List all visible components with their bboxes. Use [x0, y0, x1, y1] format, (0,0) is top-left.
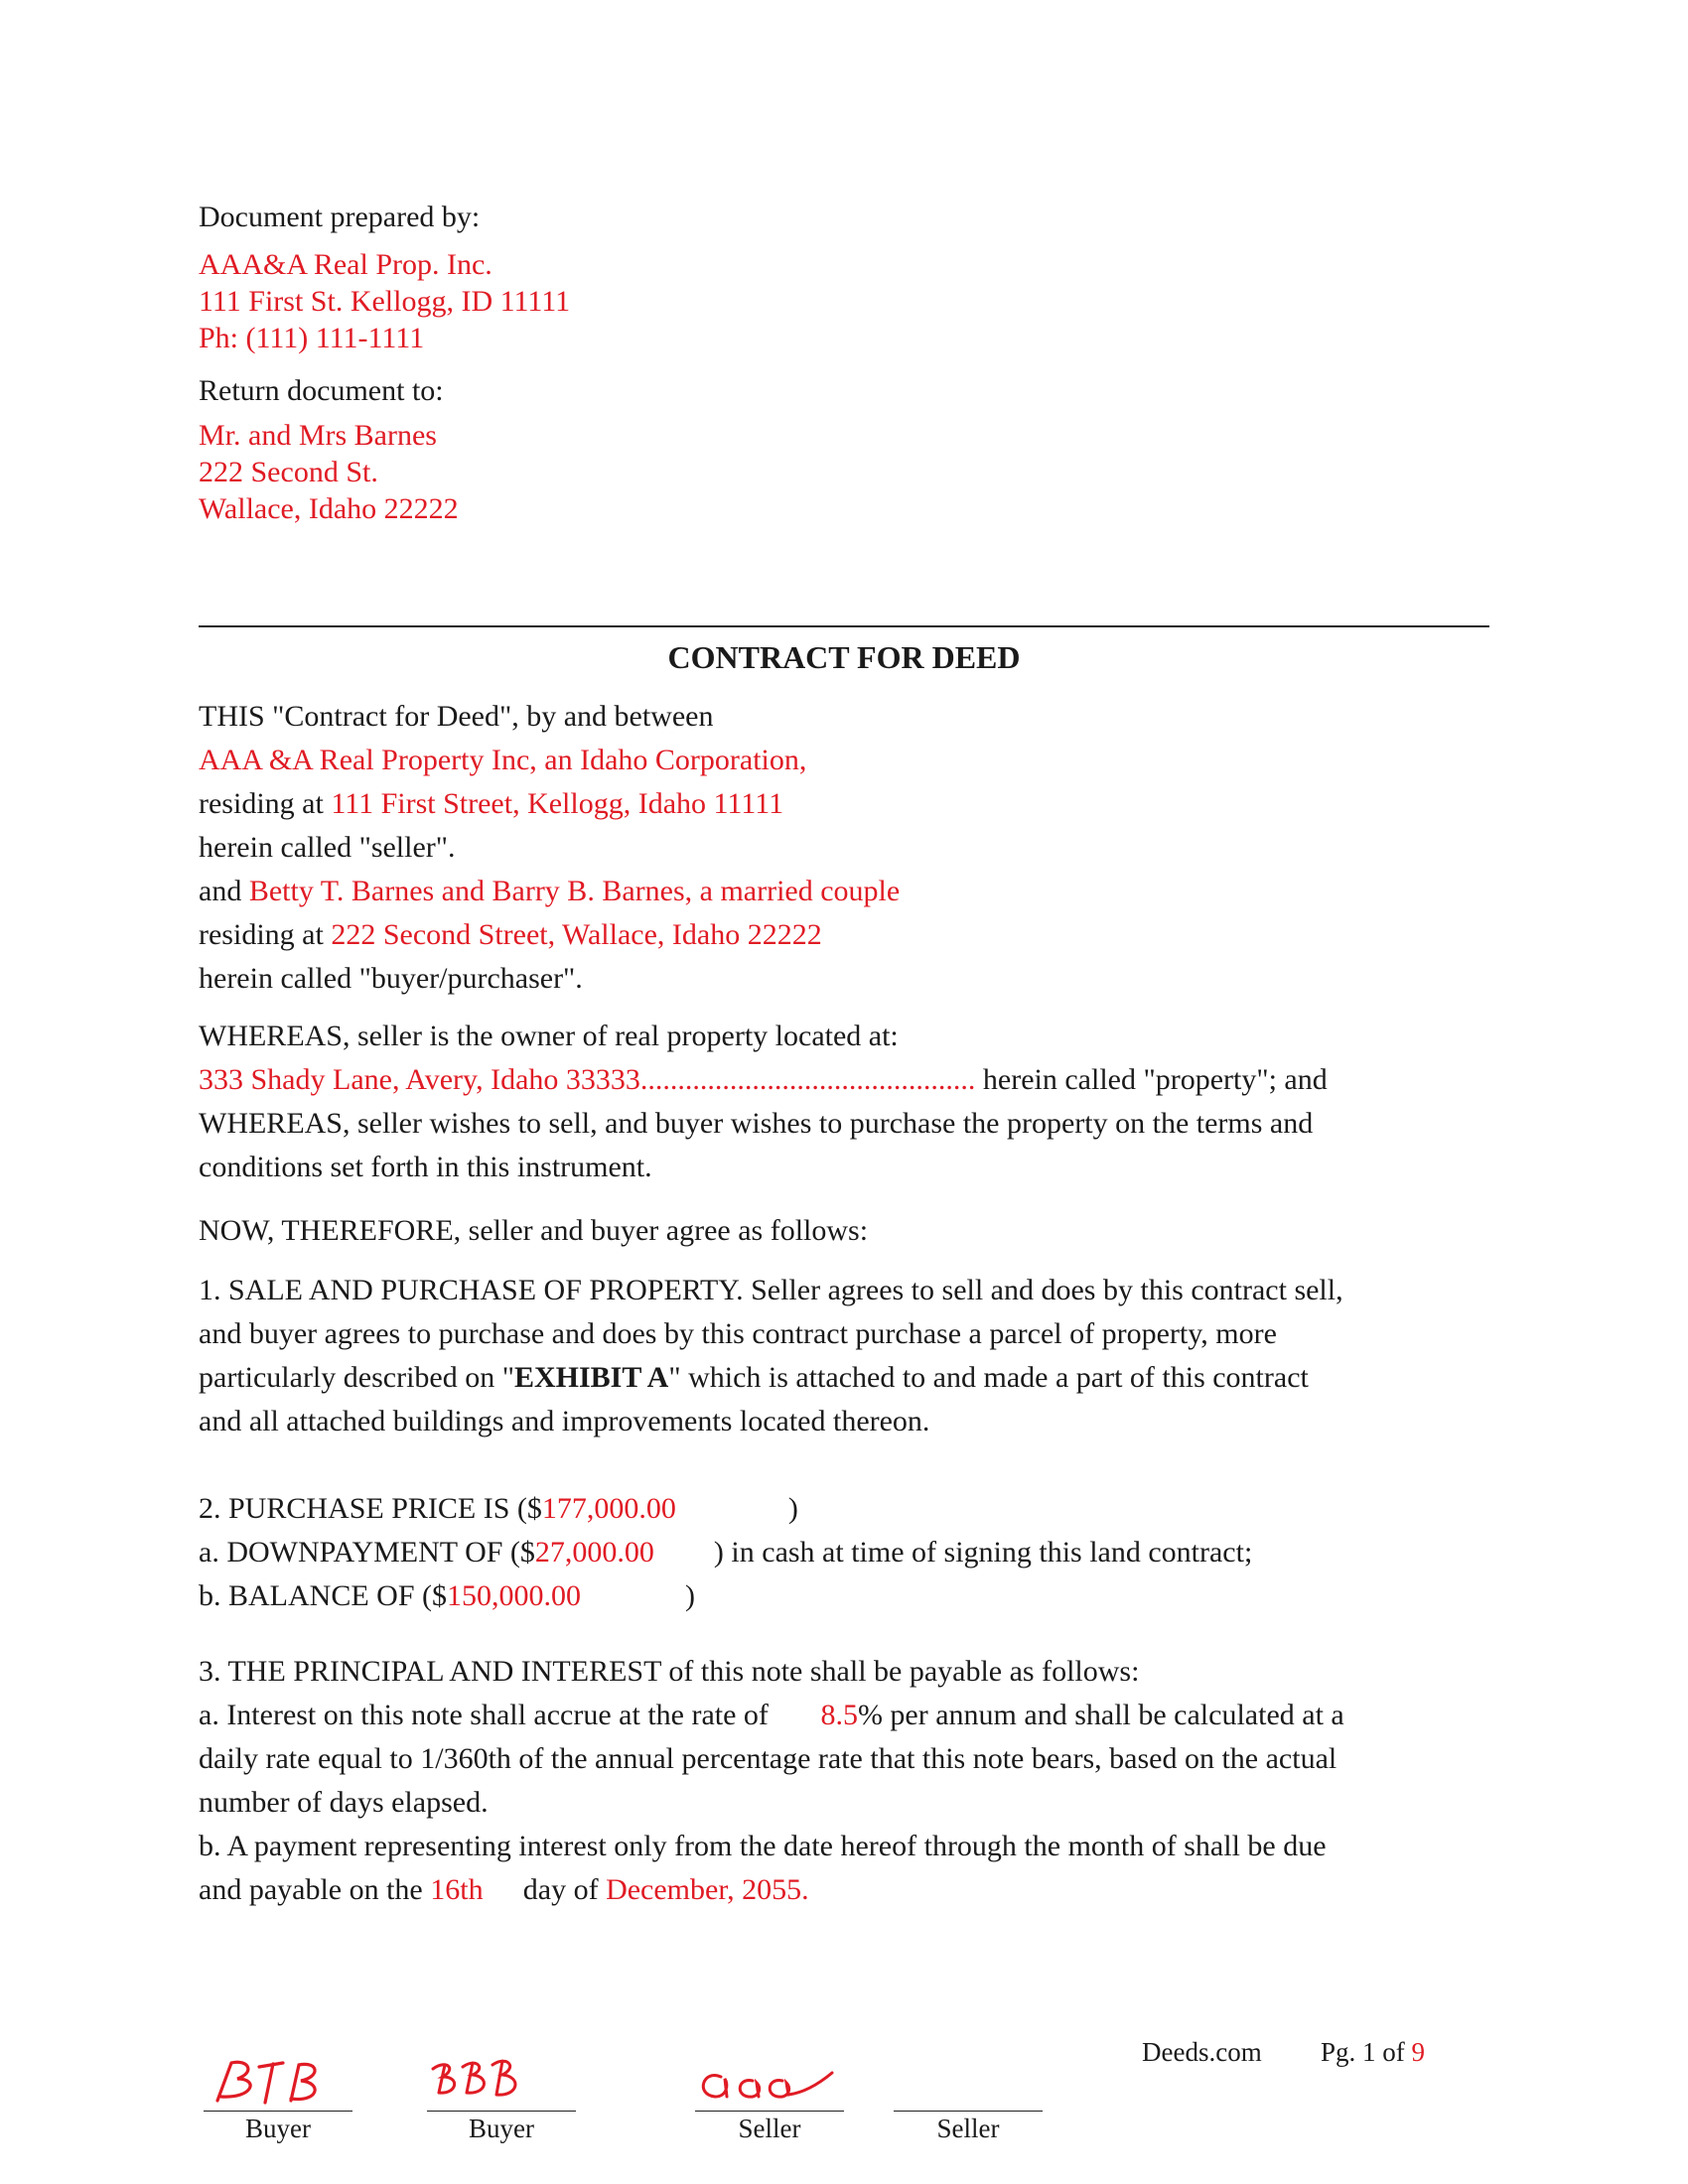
- balance-close: ): [685, 1579, 696, 1612]
- page-label: Pg. 1 of: [1321, 2037, 1405, 2067]
- seller-name: AAA &A Real Property Inc, an Idaho Corporation,: [199, 744, 807, 776]
- payment-line-1: b. A payment representing interest only from the date hereof through the month of shall be due: [199, 1830, 1327, 1862]
- payment-day-of: day of: [522, 1873, 599, 1906]
- signature-buyer-1[interactable]: [204, 2055, 352, 2145]
- now-therefore: NOW, THEREFORE, seller and buyer agree as follows:: [199, 1214, 869, 1247]
- signature-label-seller-2: Seller: [936, 2114, 1000, 2143]
- initials-aaa-icon: [695, 2055, 844, 2109]
- return-label: Return document to:: [199, 374, 444, 407]
- interest-pre: a. Interest on this note shall accrue at the rate of: [199, 1699, 769, 1731]
- whereas-line-1: WHEREAS, seller is the owner of real property located at:: [199, 1020, 899, 1052]
- exhibit-a-reference: EXHIBIT A: [513, 1361, 669, 1394]
- whereas-section: [199, 1015, 1489, 1189]
- payment-due-pre: and payable on the: [199, 1873, 423, 1906]
- interest-line-2: daily rate equal to 1/360th of the annual percentage rate that this note bears, based on the actual: [199, 1742, 1337, 1775]
- interest-post: % per annum and shall be calculated at a: [857, 1699, 1344, 1731]
- page-number: [1321, 2037, 1425, 2068]
- property-address: 333 Shady Lane, Avery, Idaho 33333.............................................: [199, 1063, 976, 1096]
- downpayment-post: ) in cash at time of signing this land contract;: [713, 1536, 1253, 1569]
- balance-label: b. BALANCE OF ($: [199, 1579, 448, 1612]
- seller-called: herein called "seller".: [199, 831, 456, 864]
- return-to-block: [199, 417, 459, 527]
- whereas-line-4: conditions set forth in this instrument.: [199, 1151, 652, 1183]
- initials-btb-icon: [204, 2055, 323, 2109]
- buyer-residence: [199, 913, 1489, 957]
- downpayment-value: 27,000.00: [534, 1536, 654, 1569]
- signature-seller-1[interactable]: [695, 2055, 844, 2145]
- purchase-price-close: ): [787, 1492, 798, 1525]
- buyer-name: Betty T. Barnes and Barry B. Barnes, a married couple: [248, 875, 901, 907]
- section-1-line-3-pre: particularly described on ": [199, 1361, 514, 1394]
- footer-site: Deeds.com: [1142, 2037, 1262, 2067]
- preparer-name: AAA&A Real Prop. Inc.: [199, 248, 492, 281]
- section-1-line-2: and buyer agrees to purchase and does by this contract purchase a parcel of property, more: [199, 1317, 1277, 1350]
- initials-seller-1[interactable]: [695, 2055, 844, 2112]
- prepared-by-label: Document prepared by:: [199, 201, 481, 233]
- title-divider: [199, 625, 1489, 627]
- residing-at-label: residing at: [199, 787, 324, 820]
- and-label: and: [199, 875, 242, 907]
- page-title: CONTRACT FOR DEED: [667, 639, 1021, 675]
- section-1-line-1: 1. SALE AND PURCHASE OF PROPERTY. Seller agrees to sell and does by this contract sell,: [199, 1274, 1343, 1306]
- parties-intro: THIS "Contract for Deed", by and between: [199, 700, 714, 733]
- balance-value: 150,000.00: [447, 1579, 582, 1612]
- buyer-address: 222 Second Street, Wallace, Idaho 22222: [331, 918, 822, 951]
- purchase-price-value: 177,000.00: [541, 1492, 676, 1525]
- return-city: Wallace, Idaho 22222: [199, 492, 459, 525]
- property-line: [199, 1058, 1489, 1102]
- section-3-line-1: 3. THE PRINCIPAL AND INTEREST of this note shall be payable as follows:: [199, 1655, 1140, 1688]
- downpayment-line: [199, 1531, 1489, 1574]
- section-1-line-3: [199, 1356, 1489, 1400]
- section-1-line-4: and all attached buildings and improvements located thereon.: [199, 1405, 930, 1437]
- signature-label-buyer-2: Buyer: [469, 2114, 534, 2143]
- section-2: [199, 1487, 1489, 1618]
- seller-residence: [199, 782, 1489, 826]
- section-1-line-3-post: " which is attached to and made a part of this contract: [668, 1361, 1309, 1394]
- return-name: Mr. and Mrs Barnes: [199, 419, 437, 452]
- balance-line: [199, 1574, 1489, 1618]
- purchase-price-label: 2. PURCHASE PRICE IS ($: [199, 1492, 542, 1525]
- preparer-phone: Ph: (111) 111-1111: [199, 322, 425, 354]
- signature-label-buyer-1: Buyer: [245, 2114, 311, 2143]
- return-block: [199, 372, 444, 409]
- signature-buyer-2[interactable]: [427, 2055, 576, 2145]
- initials-bbb-icon: [427, 2055, 546, 2109]
- payment-due-line: [199, 1868, 1489, 1912]
- page-total: 9: [1411, 2037, 1426, 2067]
- seller-address: 111 First Street, Kellogg, Idaho 11111: [331, 787, 784, 820]
- signature-label-seller-1: Seller: [738, 2114, 801, 2143]
- whereas-line-3: WHEREAS, seller wishes to sell, and buyer wishes to purchase the property on the terms and: [199, 1107, 1314, 1140]
- residing-at-label-2: residing at: [199, 918, 324, 951]
- buyer-called: herein called "buyer/purchaser".: [199, 962, 583, 995]
- downpayment-label: a. DOWNPAYMENT OF ($: [199, 1536, 535, 1569]
- initials-seller-2[interactable]: [894, 2055, 1043, 2112]
- signature-seller-2[interactable]: [894, 2055, 1043, 2145]
- preparer-address: 111 First St. Kellogg, ID 11111: [199, 285, 571, 318]
- purchase-price-line: [199, 1487, 1489, 1531]
- parties-section: [199, 695, 1489, 1001]
- payment-date-value: December, 2055.: [606, 1873, 809, 1906]
- interest-line-3: number of days elapsed.: [199, 1786, 489, 1819]
- preparer-block: [199, 246, 570, 356]
- interest-rate-value: 8.5: [820, 1699, 858, 1731]
- prepared-by-block: [199, 199, 480, 235]
- section-3: [199, 1650, 1489, 1912]
- now-therefore-section: [199, 1209, 1489, 1253]
- initials-buyer-2[interactable]: [427, 2055, 576, 2112]
- buyer-line: [199, 870, 1489, 913]
- payment-day-value: 16th: [430, 1873, 484, 1906]
- interest-rate-line: [199, 1694, 1489, 1737]
- section-1: [199, 1269, 1489, 1443]
- return-street: 222 Second St.: [199, 456, 378, 488]
- initials-buyer-1[interactable]: [204, 2055, 352, 2112]
- property-called: herein called "property"; and: [975, 1063, 1328, 1096]
